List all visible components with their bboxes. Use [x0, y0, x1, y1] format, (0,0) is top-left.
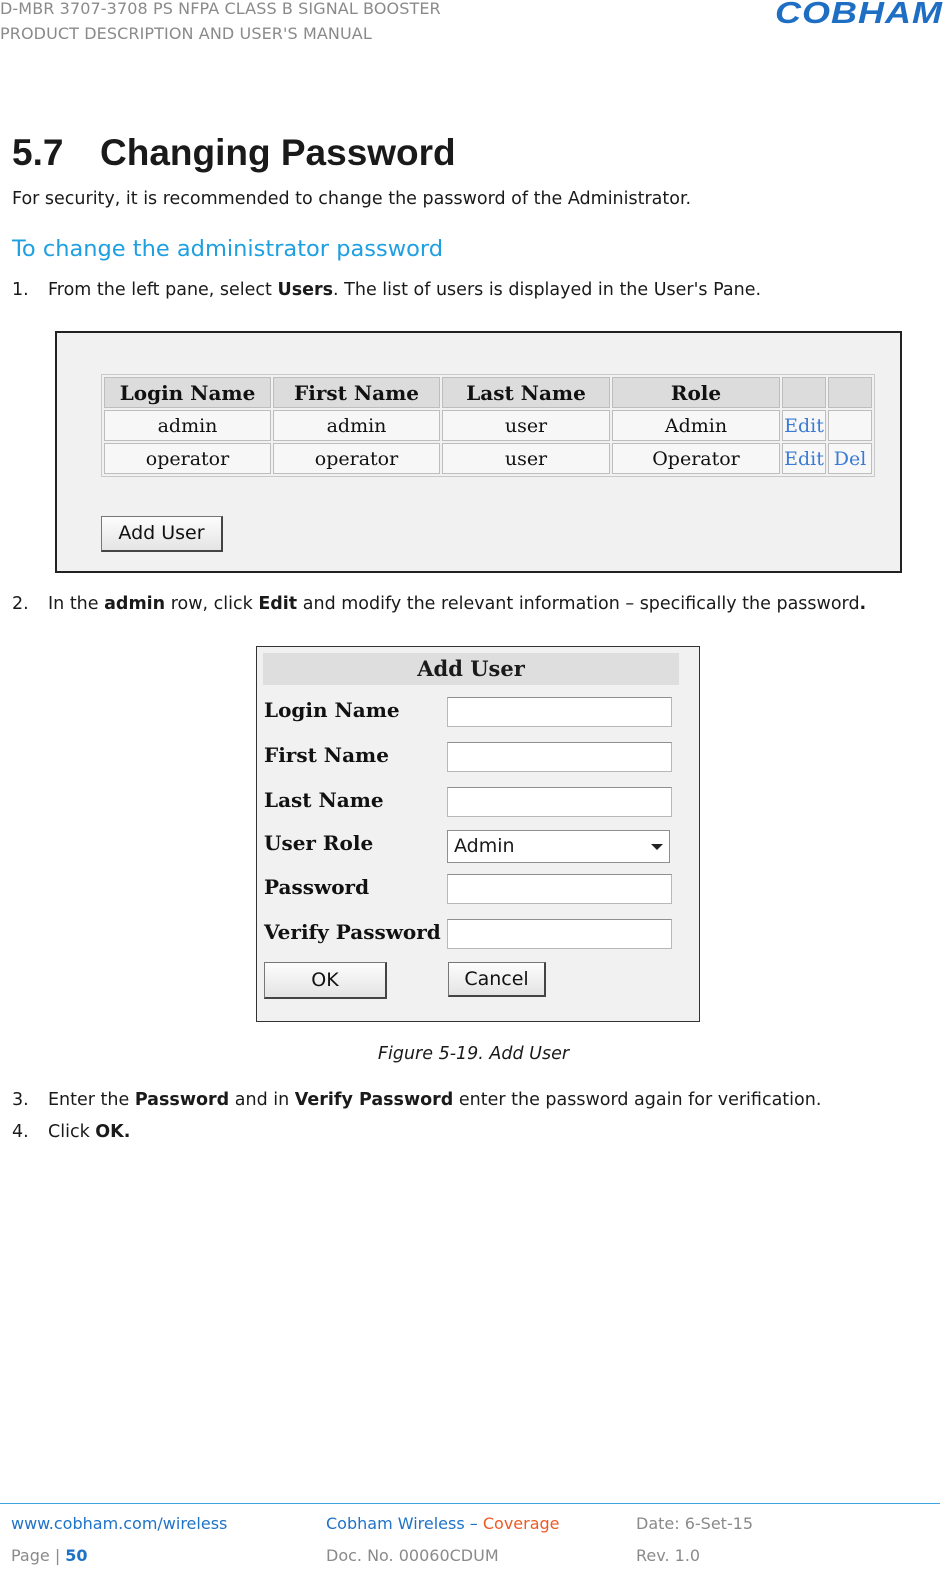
table-cell: admin	[273, 410, 440, 441]
footer-date: Date: 6-Set-15	[636, 1514, 754, 1533]
column-header: Login Name	[104, 377, 271, 408]
step-text: row, click	[165, 594, 259, 614]
first-name-label: First Name	[264, 743, 389, 767]
section-title: Changing Password	[100, 132, 456, 173]
table-cell: Operator	[612, 443, 780, 474]
table-row	[104, 410, 872, 441]
section-number: 5.7	[12, 132, 64, 173]
footer-company-name: Cobham Wireless	[326, 1514, 465, 1533]
add-user-form-screenshot	[256, 646, 700, 1022]
header-title-line1: D-MBR 3707-3708 PS NFPA CLASS B SIGNAL BOOSTER	[0, 0, 441, 18]
column-header	[828, 377, 872, 408]
cobham-logo: COBHAM	[775, 0, 943, 30]
step-text: and modify the relevant information – specifically the password	[297, 594, 860, 614]
step-bold-ok: OK.	[95, 1122, 131, 1142]
column-header: Last Name	[442, 377, 610, 408]
users-table	[101, 374, 875, 477]
step-text: enter the password again for verification.	[453, 1090, 822, 1110]
ok-button[interactable]: OK	[264, 962, 387, 999]
table-cell: operator	[273, 443, 440, 474]
users-pane-screenshot	[55, 331, 902, 573]
step-number: 4.	[12, 1122, 29, 1142]
step-1	[12, 280, 761, 300]
add-user-button[interactable]: Add User	[101, 516, 223, 552]
footer-page-label: Page |	[11, 1546, 66, 1565]
step-number: 2.	[12, 594, 29, 614]
step-text: and in	[229, 1090, 295, 1110]
footer-divider	[0, 1503, 940, 1504]
verify-password-input[interactable]	[447, 919, 672, 949]
user-role-value: Admin	[454, 835, 515, 857]
password-label: Password	[264, 875, 370, 899]
login-name-label: Login Name	[264, 698, 400, 722]
step-number: 3.	[12, 1090, 29, 1110]
login-name-input[interactable]	[447, 697, 672, 727]
step-bold-password: Password	[134, 1090, 230, 1110]
section-heading	[12, 132, 456, 174]
first-name-input[interactable]	[447, 742, 672, 772]
last-name-input[interactable]	[447, 787, 672, 817]
step-bold-admin: admin	[104, 594, 166, 614]
step-bold-edit: Edit	[258, 594, 298, 614]
table-row	[104, 443, 872, 474]
step-3	[12, 1090, 821, 1110]
step-2	[12, 594, 866, 614]
procedure-subheading: To change the administrator password	[12, 236, 444, 262]
header-title-line2: PRODUCT DESCRIPTION AND USER'S MANUAL	[0, 24, 372, 43]
footer-division: Coverage	[482, 1514, 560, 1533]
delete-link-operator[interactable]: Del	[828, 443, 872, 474]
table-cell: Admin	[612, 410, 780, 441]
step-text: From the left pane, select	[48, 280, 278, 300]
table-header-row	[104, 377, 872, 408]
footer-dash: –	[464, 1514, 483, 1533]
user-role-select[interactable]	[447, 830, 670, 863]
step-bold-users: Users	[277, 280, 334, 300]
table-cell: operator	[104, 443, 271, 474]
cancel-button[interactable]: Cancel	[448, 962, 546, 997]
chevron-down-icon	[651, 844, 663, 850]
column-header: First Name	[273, 377, 440, 408]
password-input[interactable]	[447, 874, 672, 904]
footer-revision: Rev. 1.0	[636, 1546, 701, 1565]
footer-company	[326, 1514, 560, 1533]
user-role-label: User Role	[264, 831, 374, 855]
table-cell: user	[442, 410, 610, 441]
table-cell	[828, 410, 872, 441]
step-text: Click	[48, 1122, 96, 1142]
form-title: Add User	[263, 653, 679, 685]
table-cell: user	[442, 443, 610, 474]
step-text: In the	[48, 594, 105, 614]
step-text: . The list of users is displayed in the User's Pane.	[333, 280, 762, 300]
table-cell: admin	[104, 410, 271, 441]
step-4	[12, 1122, 130, 1142]
step-text: Enter the	[48, 1090, 135, 1110]
footer-page-number: 50	[65, 1546, 88, 1565]
edit-link-operator[interactable]: Edit	[782, 443, 826, 474]
figure-caption: Figure 5-19. Add User	[377, 1044, 570, 1064]
intro-paragraph: For security, it is recommended to change the password of the Administrator.	[12, 189, 692, 209]
verify-password-label: Verify Password	[264, 920, 441, 944]
column-header	[782, 377, 826, 408]
footer-page	[11, 1546, 88, 1565]
step-bold-period: .	[859, 594, 867, 614]
last-name-label: Last Name	[264, 788, 384, 812]
footer-doc-number: Doc. No. 00060CDUM	[326, 1546, 499, 1565]
step-bold-verify-password: Verify Password	[294, 1090, 454, 1110]
column-header: Role	[612, 377, 780, 408]
step-number: 1.	[12, 280, 29, 300]
edit-link-admin[interactable]: Edit	[782, 410, 826, 441]
footer-website-link[interactable]: www.cobham.com/wireless	[11, 1514, 228, 1533]
